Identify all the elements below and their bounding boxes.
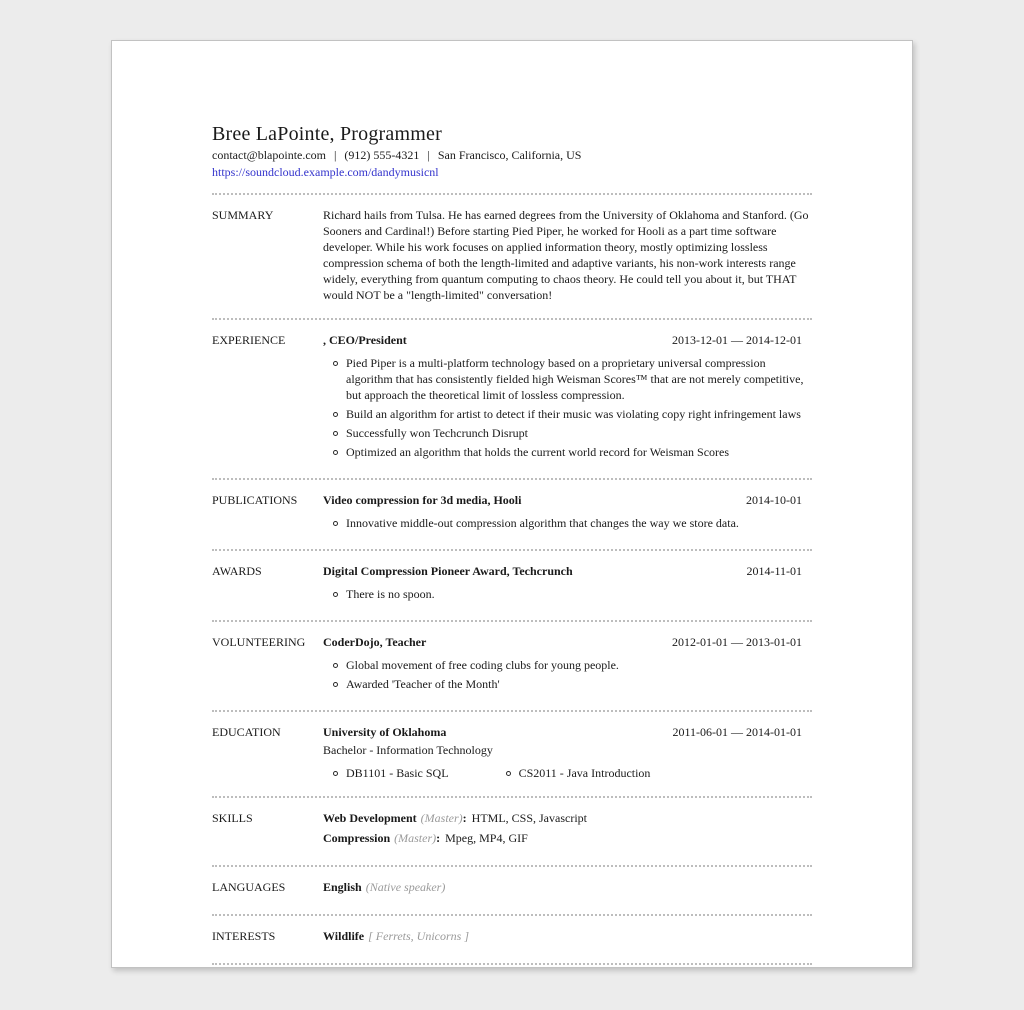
education-degree: Bachelor - Information Technology [323, 743, 493, 757]
volunteering-content [323, 634, 812, 695]
experience-dates: 2013-12-01 — 2014-12-01 [672, 333, 802, 347]
page-title: Bree LaPointe, Programmer [212, 123, 442, 145]
section-label: VOLUNTEERING [212, 635, 306, 649]
award-bullet-list [323, 586, 812, 602]
contact-email: contact@blapointe.com [212, 148, 327, 162]
section-skills [212, 798, 812, 865]
section-label: EXPERIENCE [212, 333, 286, 347]
contact-separator: | [334, 148, 337, 162]
contact-line [212, 147, 812, 163]
languages-content [323, 879, 812, 899]
list-item: CS2011 - Java Introduction [506, 765, 651, 781]
language-name: English [323, 880, 362, 894]
education-institution: University of Oklahoma [323, 725, 447, 739]
list-item: Optimized an algorithm that holds the current world record for Weisman Scores [333, 444, 812, 460]
skill-level: (Master) [420, 811, 463, 825]
list-item: Build an algorithm for artist to detect if their music was violating copy right infringement laws [333, 406, 812, 422]
section-label: PUBLICATIONS [212, 493, 298, 507]
experience-entry-head [323, 332, 812, 348]
education-content [323, 724, 812, 781]
section-summary [212, 195, 812, 318]
resume-page [111, 40, 913, 968]
list-item: Innovative middle-out compression algorithm that changes the way we store data. [333, 515, 812, 531]
section-interests [212, 916, 812, 963]
language-item [323, 879, 812, 895]
website-link[interactable]: https://soundcloud.example.com/dandymusicnl [212, 165, 439, 179]
section-label: INTERESTS [212, 929, 276, 943]
resume-header [212, 121, 812, 181]
summary-text: Richard hails from Tulsa. He has earned degrees from the University of Oklahoma and Stanford. (Go Sooners and Cardinal!) Before starting Pied Piper, he worked for Hooli as a part time software developer. While his work focuses on applied information theory, mostly optimizing lossless compression schema of both the length-limited and adaptive variants, his non-work interests range widely, everything from quantum computing to chaos theory. He could tell you about it, but THAT would NOT be a "length-limited" conversation! [323, 208, 809, 302]
experience-title: , CEO/President [323, 333, 407, 347]
publication-title: Video compression for 3d media, Hooli [323, 493, 522, 507]
publication-date: 2014-10-01 [746, 493, 802, 507]
skill-separator: : [436, 831, 441, 845]
skill-item [323, 830, 812, 846]
skill-separator: : [462, 811, 467, 825]
skill-name: Web Development [323, 811, 417, 825]
list-item: Awarded 'Teacher of the Month' [333, 676, 812, 692]
skill-item [323, 810, 812, 826]
skill-level: (Master) [394, 831, 437, 845]
volunteering-entry-head [323, 634, 812, 650]
publication-bullet-list [323, 515, 812, 531]
list-item: Successfully won Techcrunch Disrupt [333, 425, 812, 441]
interests-content [323, 928, 812, 948]
list-item: Pied Piper is a multi-platform technology based on a proprietary universal compression algorithm that has consistently fielded high Weisman Scores™ that are not merely competitive, but approach the theoretical limit of lossless compression. [333, 355, 812, 403]
awards-content [323, 563, 812, 605]
education-dates: 2011-06-01 — 2014-01-01 [672, 725, 802, 739]
contact-location: San Francisco, California, US [437, 148, 582, 162]
section-languages [212, 867, 812, 914]
skill-name: Compression [323, 831, 391, 845]
list-item: Global movement of free coding clubs for young people. [333, 657, 812, 673]
section-divider [212, 963, 812, 965]
volunteering-bullet-list [323, 657, 812, 692]
skill-keywords: HTML, CSS, Javascript [471, 811, 587, 825]
skills-content [323, 810, 812, 850]
volunteering-title: CoderDojo, Teacher [323, 635, 427, 649]
section-volunteering [212, 622, 812, 710]
volunteering-dates: 2012-01-01 — 2013-01-01 [672, 635, 802, 649]
contact-separator: | [427, 148, 430, 162]
interest-name: Wildlife [323, 929, 365, 943]
contact-phone: (912) 555-4321 [344, 148, 420, 162]
section-awards [212, 551, 812, 620]
award-date: 2014-11-01 [746, 564, 802, 578]
award-title: Digital Compression Pioneer Award, Techcrunch [323, 564, 573, 578]
skill-keywords: Mpeg, MP4, GIF [445, 831, 528, 845]
publication-entry-head [323, 492, 812, 508]
experience-content [323, 332, 812, 463]
section-experience [212, 320, 812, 478]
publications-content [323, 492, 812, 534]
language-fluency: (Native speaker) [365, 880, 446, 894]
award-entry-head [323, 563, 812, 579]
section-education [212, 712, 812, 796]
section-publications [212, 480, 812, 549]
list-item: DB1101 - Basic SQL [333, 765, 449, 781]
section-label: EDUCATION [212, 725, 281, 739]
education-entry-head [323, 724, 812, 740]
section-label: SUMMARY [212, 208, 274, 222]
list-item: There is no spoon. [333, 586, 812, 602]
section-label: LANGUAGES [212, 880, 286, 894]
interest-item [323, 928, 812, 944]
section-label: AWARDS [212, 564, 262, 578]
summary-content [323, 207, 812, 303]
experience-bullet-list [323, 355, 812, 460]
interest-keywords: [ Ferrets, Unicorns ] [368, 929, 470, 943]
education-course-list [323, 765, 812, 781]
section-label: SKILLS [212, 811, 253, 825]
